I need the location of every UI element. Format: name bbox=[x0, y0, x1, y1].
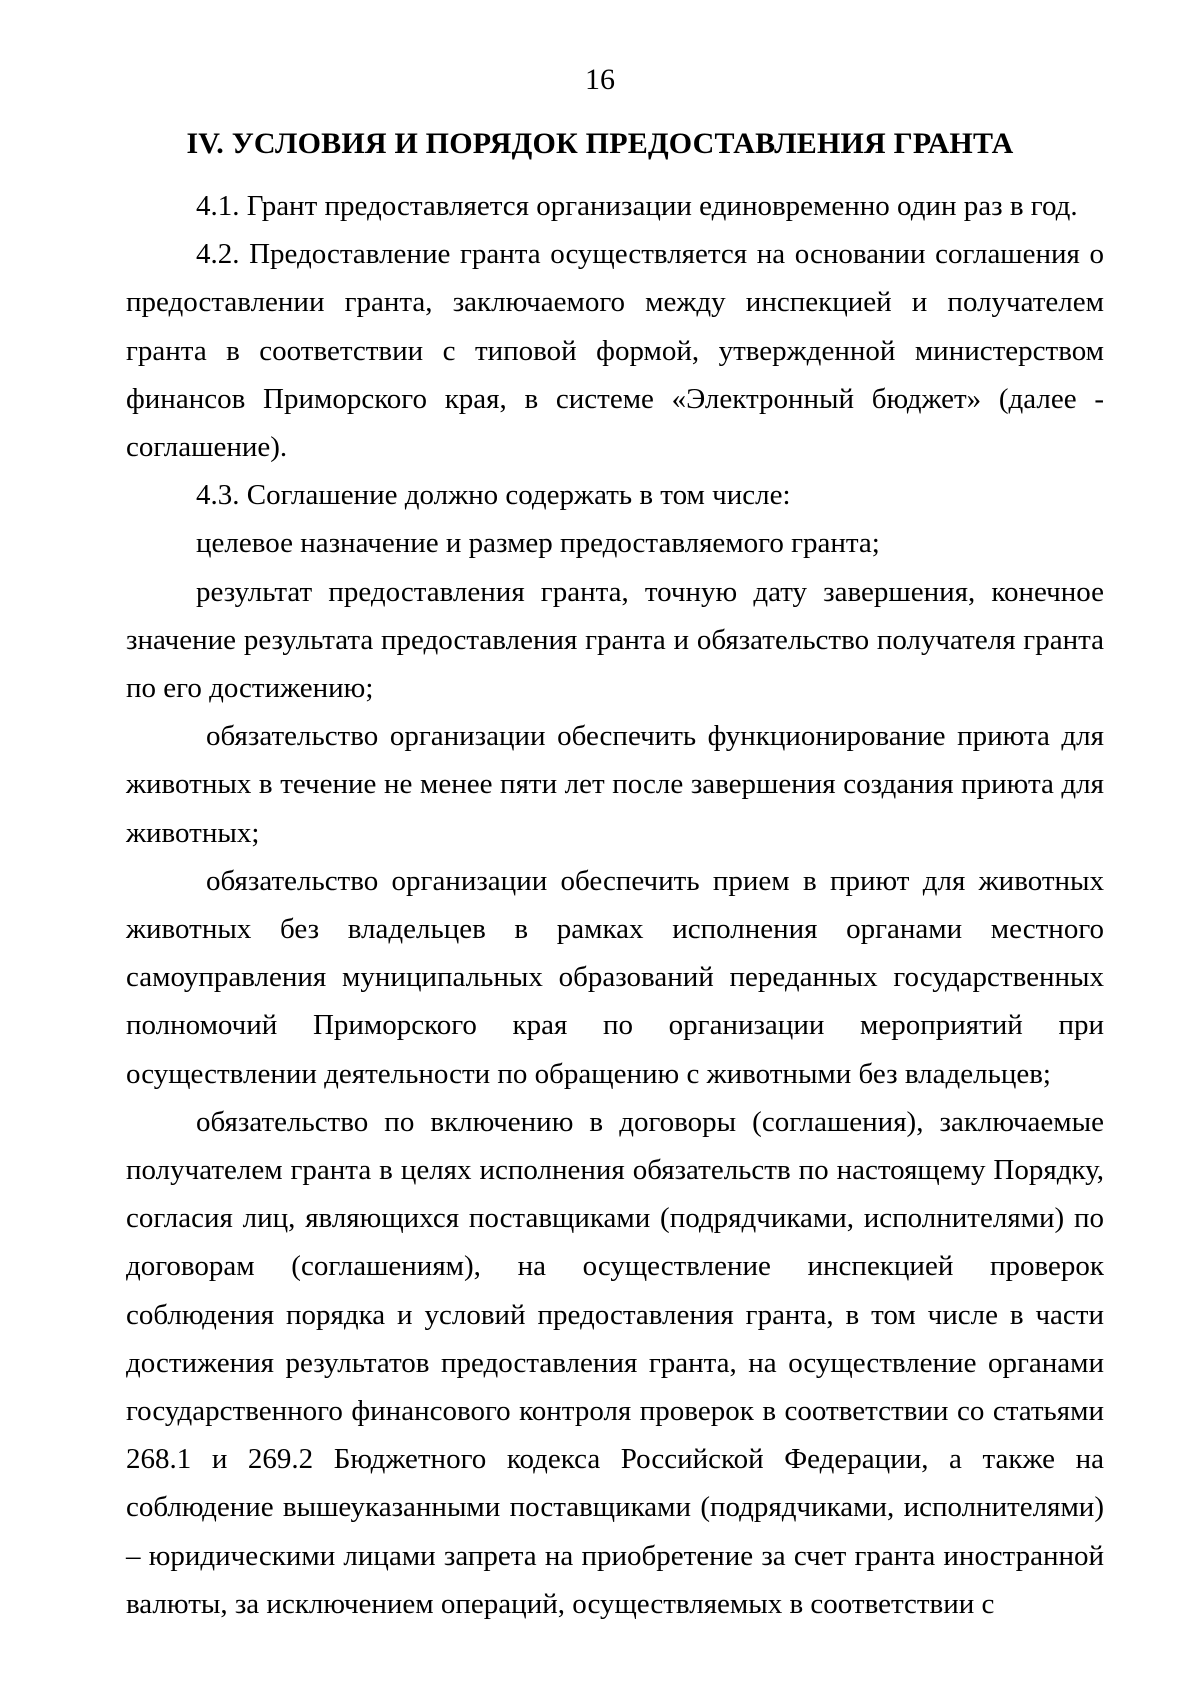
list-item-contracts-consent: обязательство по включению в договоры (соглашения), заключаемые получателем гранта в целях исполнения обязательств по настоящему Порядку, согласия лиц, являющихся поставщиками (подрядчиками, исполнителями) по договорам (соглашениям), на осуществление инспекцией проверок соблюдения порядка и условий предоставления гранта, в том числе в части достижения результатов предоставления гранта, на осуществление органами государственного финансового контроля проверок в соответствии со статьями 268.1 и 269.2 Бюджетного кодекса Российской Федерации, а также на соблюдение вышеуказанными поставщиками (подрядчиками, исполнителями) – юридическими лицами запрета на приобретение за счет гранта иностранной валюты, за исключением операций, осуществляемых в соответствии с bbox=[126, 1105, 1104, 1620]
paragraph-4-1: 4.1. Грант предоставляется организации единовременно один раз в год. bbox=[196, 190, 1078, 222]
page-number: 16 bbox=[585, 63, 615, 96]
section-heading: IV. УСЛОВИЯ И ПОРЯДОК ПРЕДОСТАВЛЕНИЯ ГРАНТА bbox=[186, 127, 1014, 160]
list-item-result: результат предоставления гранта, точную дату завершения, конечное значение результата предоставления гранта и обязательство получателя гранта по его достижению; bbox=[126, 575, 1104, 705]
list-item-shelter-admission: обязательство организации обеспечить прием в приют для животных животных без владельцев в рамках исполнения органами местного самоуправления муниципальных образований переданных государственных полномочий Приморского края по организации мероприятий при осуществлении деятельности по обращению с животными без владельцев; bbox=[126, 864, 1104, 1090]
list-item-shelter-operation: обязательство организации обеспечить функционирование приюта для животных в течение не менее пяти лет после завершения создания приюта для животных; bbox=[126, 720, 1104, 849]
document-body bbox=[126, 182, 1104, 1628]
paragraph-4-2: 4.2. Предоставление гранта осуществляется на основании соглашения о предоставлении гранта, заключаемого между инспекцией и получателем гранта в соответствии с типовой формой, утвержденной министерством финансов Приморского края, в системе «Электронный бюджет» (далее - соглашение). bbox=[126, 238, 1104, 464]
paragraph-4-3: 4.3. Соглашение должно содержать в том числе: bbox=[196, 479, 791, 512]
list-item-purpose: целевое назначение и размер предоставляемого гранта; bbox=[196, 527, 880, 560]
